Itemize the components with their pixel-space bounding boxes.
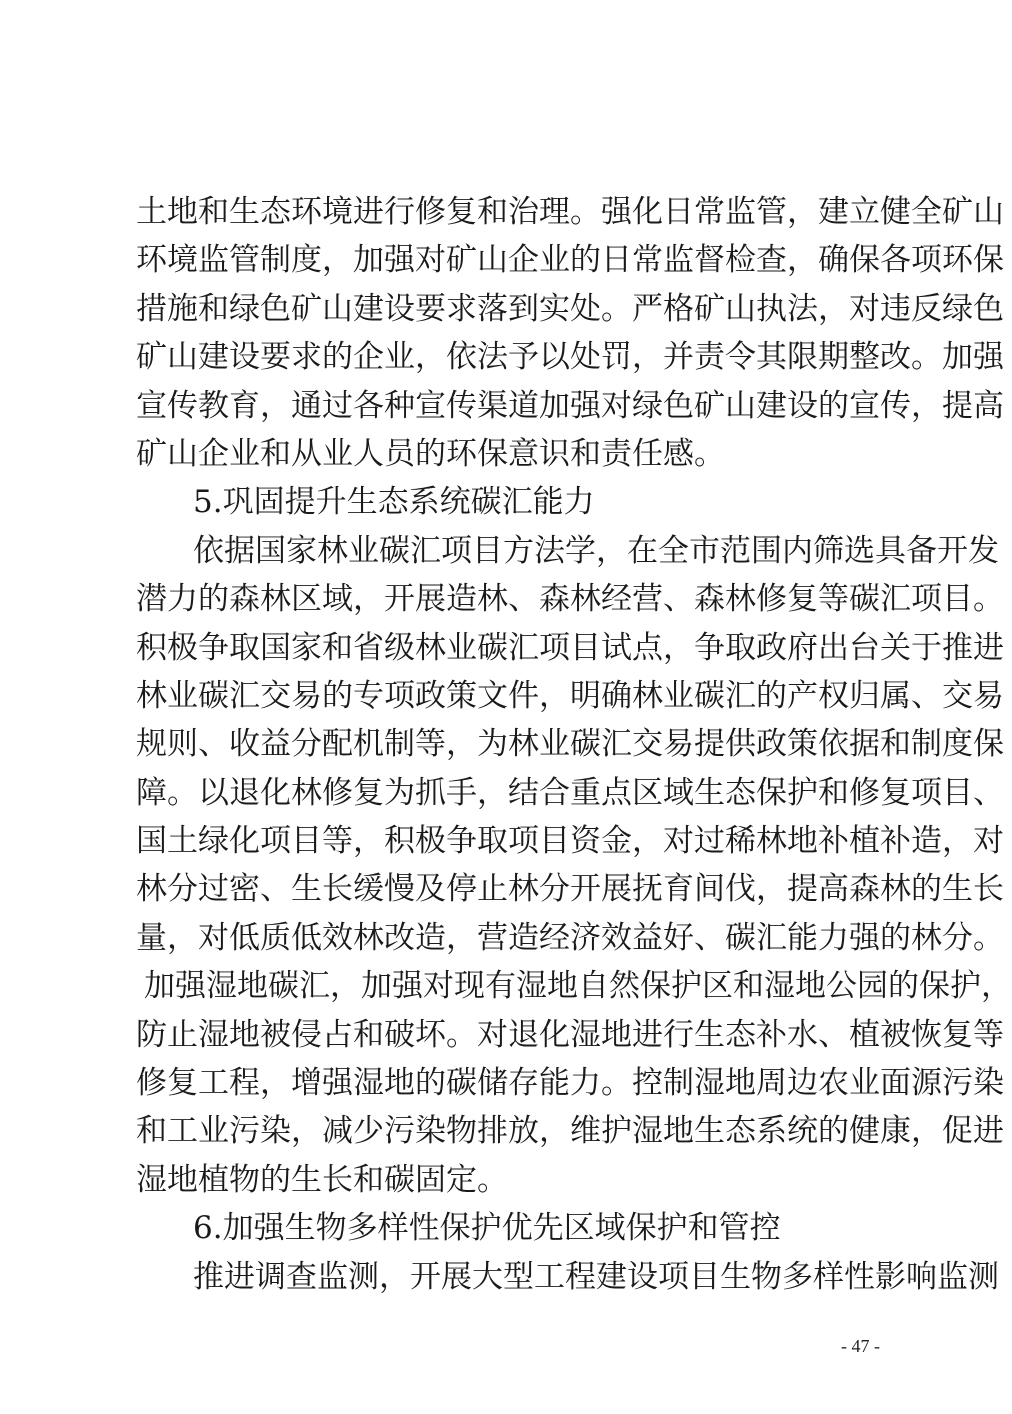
paragraph-line: 环境监管制度，加强对矿山企业的日常监督检查，确保各项环保 xyxy=(136,242,1004,279)
paragraph-line: 林业碳汇交易的专项政策文件，明确林业碳汇的产权归属、交易 xyxy=(136,677,1004,714)
paragraph-line: 推进调查监测，开展大型工程建设项目生物多样性影响监测 xyxy=(193,1258,999,1295)
paragraph-line: 规则、收益分配机制等，为林业碳汇交易提供政策依据和制度保 xyxy=(136,726,1004,763)
paragraph-line: 湿地植物的生长和碳固定。 xyxy=(136,1161,508,1198)
paragraph-line: 国土绿化项目等，积极争取项目资金，对过稀林地补植补造，对 xyxy=(136,823,1004,860)
paragraph-line: 修复工程，增强湿地的碳储存能力。控制湿地周边农业面源污染 xyxy=(136,1065,1004,1102)
paragraph-line: 土地和生态环境进行修复和治理。强化日常监管，建立健全矿山 xyxy=(136,194,1004,230)
paragraph-line: 矿山建设要求的企业，依法予以处罚，并责令其限期整改。加强 xyxy=(136,339,1004,376)
page-number: - 47 - xyxy=(841,1336,880,1356)
paragraph-line: 积极争取国家和省级林业碳汇项目试点，争取政府出台关于推进 xyxy=(136,629,1004,666)
section-heading: 5.巩固提升生态系统碳汇能力 xyxy=(193,484,595,521)
paragraph-line: 措施和绿色矿山建设要求落到实处。严格矿山执法，对违反绿色 xyxy=(136,290,1004,327)
paragraph-line: 宣传教育，通过各种宣传渠道加强对绿色矿山建设的宣传，提高 xyxy=(136,387,1004,424)
paragraph-line: 防止湿地被侵占和破坏。对退化湿地进行生态补水、植被恢复等 xyxy=(136,1016,1004,1053)
paragraph-line: 潜力的森林区域，开展造林、森林经营、森林修复等碳汇项目。 xyxy=(136,581,1004,618)
paragraph-line: 和工业污染，减少污染物排放，维护湿地生态系统的健康，促进 xyxy=(136,1113,1004,1150)
paragraph-line: 量，对低质低效林改造，营造经济效益好、碳汇能力强的林分。 xyxy=(136,919,1004,956)
section-heading: 6.加强生物多样性保护优先区域保护和管控 xyxy=(193,1210,781,1247)
paragraph-line: 矿山企业和从业人员的环保意识和责任感。 xyxy=(136,435,725,472)
paragraph-line: 依据国家林业碳汇项目方法学，在全市范围内筛选具备开发 xyxy=(193,532,999,569)
paragraph-line: 加强湿地碳汇，加强对现有湿地自然保护区和湿地公园的保护， xyxy=(144,968,1012,1005)
document-body xyxy=(136,188,1012,1301)
paragraph-line: 林分过密、生长缓慢及停止林分开展抚育间伐，提高森林的生长 xyxy=(136,871,1004,908)
paragraph-line: 障。以退化林修复为抓手，结合重点区域生态保护和修复项目、 xyxy=(136,774,1004,811)
